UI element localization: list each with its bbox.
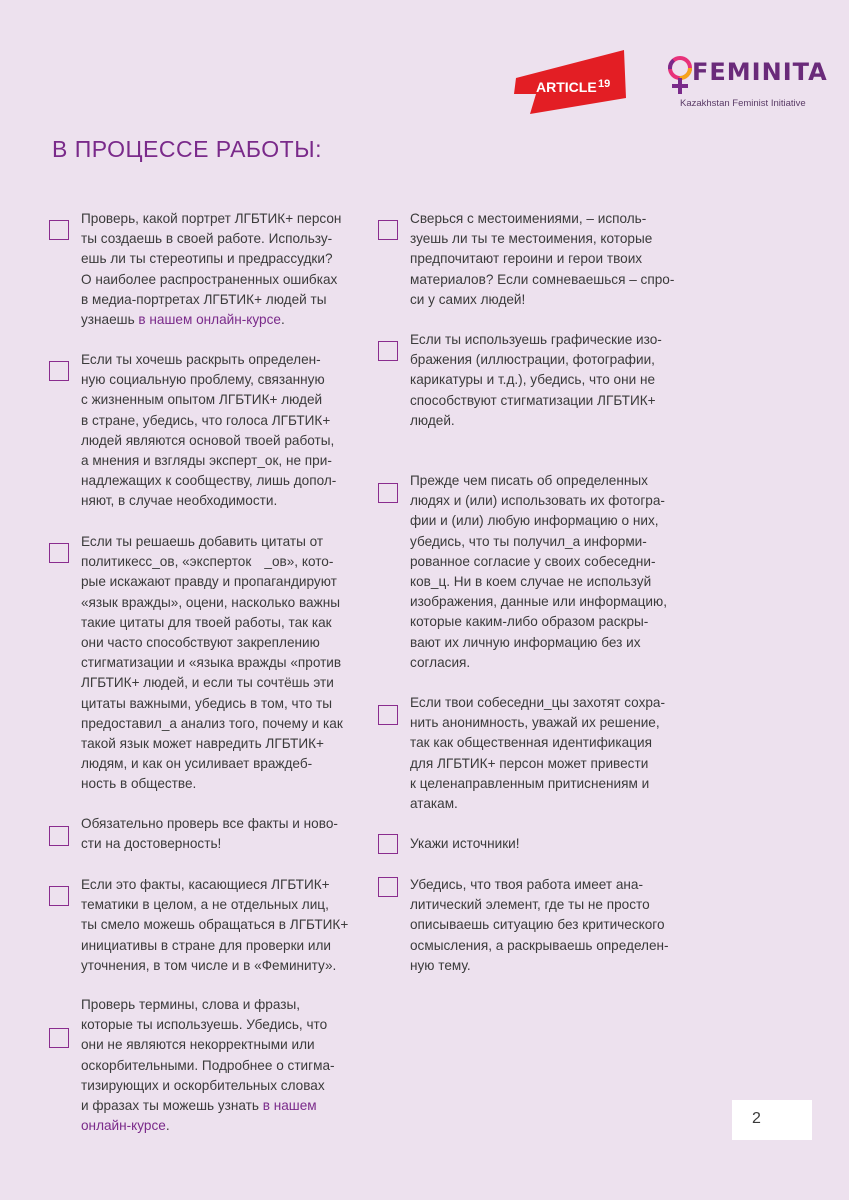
text-line: бражения (иллюстрации, фотографии, [410,352,655,368]
text-line: сти на достоверность! [81,836,222,852]
article19-superscript: 19 [598,78,611,90]
text-line: изображения, данные или информацию, [410,594,667,610]
text-line: в стране, убедись, что голоса ЛГБТИК+ [81,412,331,428]
text-line: политикесс_ов, «экспертокᅟ_ов», кото- [81,554,334,570]
text-line: такие цитаты для твоей работы, так как [81,614,332,630]
text-line: тизирующих и оскорбительных словах [81,1077,325,1093]
checkbox[interactable] [49,826,69,846]
text-line: фии и (или) любую информацию о них, [410,513,659,529]
text-line: людях и (или) использовать их фотогра- [410,493,665,509]
text-line: цитаты важными, убедись в том, что ты [81,695,333,711]
text-line: рые искажают правду и пропагандируют [81,574,337,590]
text-line: Если твои собеседни_цы захотят сохра- [410,695,666,710]
text-line: уточнения, в том числе и в «Феминиту». [81,957,337,973]
checklist-item-text [81,875,348,976]
text-line: карикатуры и т.д.), убедись, что они не [410,372,656,388]
checkbox[interactable] [49,220,69,240]
text-line: Прежде чем писать об определенных [410,473,648,488]
text-fragment: . [280,312,285,328]
text-line: описываешь ситуацию без критического [410,917,665,933]
text-line: нить анонимность, уважай их решение, [410,715,660,731]
text-line: О наиболее распространенных ошибках [81,271,338,287]
text-line: зуешь ли ты те местоимения, которые [410,231,653,247]
text-line: ты создаешь в своей работе. Использу- [81,231,333,247]
checkbox[interactable] [49,361,69,381]
page-title: В ПРОЦЕССЕ РАБОТЫ: [52,136,322,162]
text-line: Если ты хочешь раскрыть определен- [81,352,321,367]
text-line: Обязательно проверь все факты и ново- [81,816,338,831]
checklist-item-text [81,532,343,795]
text-fragment: и фразах ты можешь узнать [81,1098,263,1114]
text-line: Если ты решаешь добавить цитаты от [81,534,324,549]
text-line: так как общественная идентификация [410,735,652,751]
text-line: ешь ли ты стереотипы и предрассудки? [81,251,333,267]
checklist-item-text [81,814,338,854]
checkbox[interactable] [49,1028,69,1048]
checkbox[interactable] [378,220,398,240]
text-line: с жизненным опытом ЛГБТИК+ людей [81,392,323,408]
text-line: инициативы в стране для проверки или [81,937,332,953]
checklist-item-text [410,693,665,814]
text-line: людей являются основой твоей работы, [81,432,335,448]
text-line: они часто способствуют закреплению [81,635,320,651]
text-line: согласия. [410,654,471,670]
text-line: атакам. [410,796,458,812]
text-line: вают их личную информацию без их [410,634,641,650]
article19-text: ARTICLE [536,79,597,95]
text-line: а мнения и взгляды эксперт_ок, не при- [81,453,332,469]
checkbox[interactable] [378,834,398,854]
text-line: для ЛГБТИК+ персон может привести [410,755,649,771]
text-line: оскорбительными. Подробнее о стигма- [81,1057,335,1073]
text-line: в медиа-портретах ЛГБТИК+ людей ты [81,291,327,307]
text-line: ную социальную проблему, связанную [81,372,325,388]
page-number-box [732,1100,812,1140]
text-line: Убедись, что твоя работа имеет ана- [410,877,644,892]
text-line: си у самих людей! [410,291,526,307]
text-line: они не являются некорректными или [81,1037,315,1053]
checkbox[interactable] [378,877,398,897]
text-line: рованное согласие у своих собеседни- [410,553,656,569]
feminita-logo [666,52,828,114]
text-line: которые каким-либо образом раскры- [410,614,649,630]
text-line: способствуют стигматизации ЛГБТИК+ [410,392,656,408]
text-line: стигматизации и «языка вражды «против [81,655,342,671]
text-line: Укажи источники! [410,836,520,851]
text-line: Проверь, какой портрет ЛГБТИК+ персон [81,211,342,226]
text-fragment: узнаешь [81,312,139,328]
text-line: предпочитают героини и герои твоих [410,251,643,267]
text-line: которые ты используешь. Убедись, что [81,1017,328,1033]
text-fragment: . [165,1118,170,1134]
checklist-item-text [81,995,335,1136]
feminita-name: FEMINITA [692,58,828,86]
text-line: ты смело можешь обращаться в ЛГБТИК+ [81,917,349,933]
text-line: Проверь термины, слова и фразы, [81,997,301,1012]
text-line: людей. [410,412,455,428]
checkbox[interactable] [49,886,69,906]
text-line: ность в обществе. [81,776,197,792]
text-line [81,1096,335,1116]
text-line: тематики в целом, а не отдельных лиц, [81,897,329,913]
text-line: Если ты используешь графические изо- [410,332,662,347]
text-line: убедись, что ты получил_а информи- [410,533,647,549]
checkbox[interactable] [378,483,398,503]
text-line: предоставил_а анализ того, почему и как [81,715,343,731]
text-line [81,1116,335,1136]
page-number: 2 [752,1110,761,1127]
text-line: «язык вражды», оцени, насколько важны [81,594,340,610]
text-line: осмысления, а раскрываешь определен- [410,937,669,953]
text-line: Если это факты, касающиеся ЛГБТИК+ [81,877,330,892]
checkbox[interactable] [378,705,398,725]
checkbox[interactable] [49,543,69,563]
text-line: такой язык может навредить ЛГБТИК+ [81,736,324,752]
text-line: ков_ц. Ни в коем случае не используй [410,574,652,590]
text-line: материалов? Если сомневаешься – спро- [410,271,675,287]
online-course-link[interactable]: в нашем [262,1098,317,1114]
text-line [81,310,341,330]
checklist-item-text [410,330,662,431]
text-line: ную тему. [410,957,471,973]
text-line: Сверься с местоимениями, – исполь- [410,211,647,226]
checklist-item-text [410,834,520,854]
article19-logo [514,50,628,116]
checklist-item-text [410,471,667,673]
text-line: людям, и как он усиливает враждеб- [81,756,313,772]
text-line: надлежащих к сообществу, лишь допол- [81,473,337,489]
checklist-item-text [81,350,336,512]
text-line: к целенаправленным притиснениям и [410,775,650,791]
checklist-item-text [81,209,341,330]
checklist-item-text [410,209,674,310]
checkbox[interactable] [378,341,398,361]
text-line: ЛГБТИК+ людей, и если ты сочтёшь эти [81,675,334,691]
online-course-link[interactable]: в нашем онлайн-курсе [138,312,281,328]
text-line: няют, в случае необходимости. [81,493,278,509]
checklist-item-text [410,875,669,976]
online-course-link[interactable]: онлайн-курсе [81,1118,166,1134]
text-line: литический элемент, где ты не просто [410,897,650,913]
feminita-tagline: Kazakhstan Feminist Initiative [680,98,806,109]
